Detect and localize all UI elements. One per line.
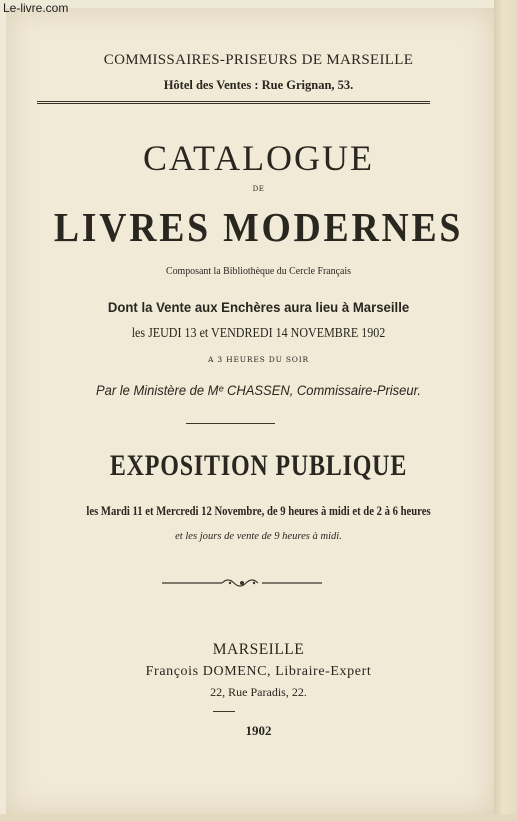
- exposition-title: EXPOSITION PUBLIQUE: [109, 449, 408, 482]
- imprint-year: 1902: [245, 723, 272, 738]
- sale-line: Dont la Vente aux Enchères aura lieu à Marseille: [107, 299, 410, 315]
- imprint-address: 22, Rue Paradis, 22.: [210, 685, 307, 699]
- imprint-publisher: François DOMENC, Libraire-Expert: [145, 664, 372, 679]
- header-divider: [37, 101, 430, 104]
- auctioneer-line: Par le Ministère de Mᵉ CHASSEN, Commissaire-Priseur.: [95, 383, 422, 398]
- exposition-sale-days: et les jours de vente de 9 heures à midi.: [175, 530, 342, 542]
- header-address: Hôtel des Ventes : Rue Grignan, 53.: [163, 78, 354, 92]
- imprint-city: MARSEILLE: [212, 641, 305, 658]
- imprint-divider: [213, 711, 235, 712]
- sale-dates: les JEUDI 13 et VENDREDI 14 NOVEMBRE 1902: [131, 326, 386, 341]
- composition-line: Composant la Bibliothèque du Cercle Français: [165, 265, 352, 277]
- exposition-dates: les Mardi 11 et Mercredi 12 Novembre, de 9 heures à midi et de 2 à 6 heures: [86, 503, 431, 518]
- page-bottom-edge: [0, 814, 517, 821]
- main-title: LIVRES MODERNES: [53, 204, 464, 250]
- header-title: COMMISSAIRES-PRISEURS DE MARSEILLE: [103, 52, 414, 68]
- title-connector: DE: [252, 185, 265, 193]
- watermark: Le-livre.com: [3, 1, 69, 15]
- section-divider: [186, 423, 275, 424]
- catalogue-title: CATALOGUE: [142, 138, 375, 178]
- sale-time: A 3 HEURES DU SOIR: [208, 355, 309, 364]
- ornament-divider: [160, 576, 324, 590]
